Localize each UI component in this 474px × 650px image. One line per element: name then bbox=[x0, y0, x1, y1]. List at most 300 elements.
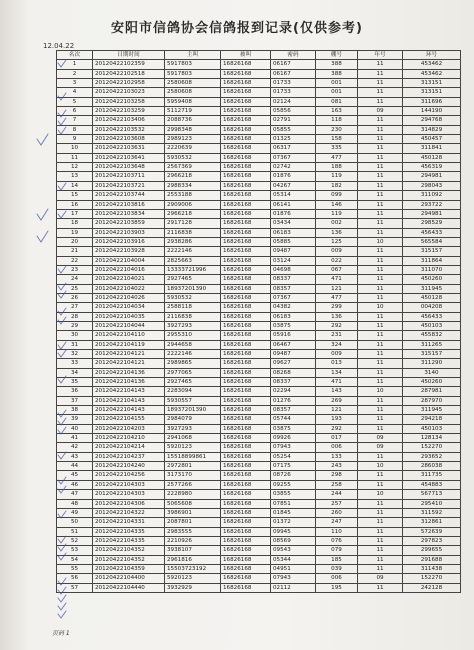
table-cell: 06317 bbox=[271, 144, 316, 153]
table-cell: 01372 bbox=[271, 518, 316, 527]
table-cell: 136 bbox=[316, 228, 358, 237]
table-row bbox=[57, 172, 461, 181]
table-cell: 04382 bbox=[271, 303, 316, 312]
table-row bbox=[57, 256, 461, 265]
table-cell: 260 bbox=[316, 508, 358, 517]
table-cell: 20120422104035 bbox=[93, 312, 165, 321]
table-cell: 08726 bbox=[271, 471, 316, 480]
table-cell: 450103 bbox=[403, 321, 461, 330]
table-cell: 11 bbox=[358, 247, 403, 256]
table-cell: 118 bbox=[316, 116, 358, 125]
table-cell: 2116838 bbox=[165, 312, 221, 321]
table-cell: 11 bbox=[358, 424, 403, 433]
table-cell: 08357 bbox=[271, 284, 316, 293]
table-cell: 16826168 bbox=[221, 340, 271, 349]
table-cell: 16826168 bbox=[221, 368, 271, 377]
table-cell: 01733 bbox=[271, 88, 316, 97]
table-cell: 133 bbox=[316, 452, 358, 461]
table-cell: 20120422104240 bbox=[93, 462, 165, 471]
table-cell: 450260 bbox=[403, 275, 461, 284]
table-cell: 11 bbox=[358, 172, 403, 181]
table-cell: 20120422104400 bbox=[93, 574, 165, 583]
table-row bbox=[57, 555, 461, 564]
table-cell: 20120422104303 bbox=[93, 480, 165, 489]
table-cell: 185 bbox=[316, 555, 358, 564]
table-cell: 16826168 bbox=[221, 275, 271, 284]
table-cell: 286038 bbox=[403, 462, 461, 471]
table-cell: 16826168 bbox=[221, 125, 271, 134]
table-cell: 20120422103023 bbox=[93, 88, 165, 97]
table-cell: 450457 bbox=[403, 135, 461, 144]
table-cell: 231 bbox=[316, 331, 358, 340]
table-cell: 16826168 bbox=[221, 88, 271, 97]
table-cell: 5930557 bbox=[165, 396, 221, 405]
table-cell: 2087801 bbox=[165, 518, 221, 527]
table-cell: 11 bbox=[358, 480, 403, 489]
table-cell: 006 bbox=[316, 574, 358, 583]
table-cell: 193 bbox=[316, 415, 358, 424]
table-cell: 20120422104121 bbox=[93, 359, 165, 368]
table-cell: 298 bbox=[316, 471, 358, 480]
table-cell: 2941068 bbox=[165, 434, 221, 443]
table-cell: 5959408 bbox=[165, 97, 221, 106]
table-cell: 02112 bbox=[271, 583, 316, 592]
table-cell: 16826168 bbox=[221, 107, 271, 116]
table-row bbox=[57, 518, 461, 527]
table-cell: 16826168 bbox=[221, 462, 271, 471]
table-cell: 20120422104136 bbox=[93, 378, 165, 387]
table-cell: 06167 bbox=[271, 60, 316, 69]
table-cell: 2580608 bbox=[165, 88, 221, 97]
table-cell: 11 bbox=[358, 88, 403, 97]
table-cell: 20120422103608 bbox=[93, 135, 165, 144]
table-cell: 11 bbox=[358, 406, 403, 415]
table-cell: 09543 bbox=[271, 546, 316, 555]
table-cell: 11 bbox=[358, 256, 403, 265]
table-cell: 20120422103916 bbox=[93, 237, 165, 246]
table-cell: 32 bbox=[57, 350, 93, 359]
table-cell: 20120422103648 bbox=[93, 163, 165, 172]
table-cell: 03875 bbox=[271, 321, 316, 330]
table-cell: 2222146 bbox=[165, 350, 221, 359]
table-cell: 20120422104214 bbox=[93, 443, 165, 452]
table-cell: 20120422102518 bbox=[93, 69, 165, 78]
table-cell: 009 bbox=[316, 247, 358, 256]
table-cell: 11 bbox=[358, 79, 403, 88]
table-cell: 311841 bbox=[403, 144, 461, 153]
table-cell: 04951 bbox=[271, 564, 316, 573]
table-cell: 5920123 bbox=[165, 443, 221, 452]
table-cell: 136 bbox=[316, 312, 358, 321]
table-row bbox=[57, 406, 461, 415]
table-cell: 09 bbox=[358, 434, 403, 443]
table-cell: 7 bbox=[57, 116, 93, 125]
table-cell: 3938107 bbox=[165, 546, 221, 555]
table-cell: 11 bbox=[358, 555, 403, 564]
table-cell: 244 bbox=[316, 490, 358, 499]
table-cell: 05885 bbox=[271, 237, 316, 246]
table-cell: 16826168 bbox=[221, 480, 271, 489]
table-cell: 311945 bbox=[403, 284, 461, 293]
table-cell: 134 bbox=[316, 368, 358, 377]
table-cell: 02791 bbox=[271, 116, 316, 125]
table-cell: 01876 bbox=[271, 172, 316, 181]
table-row bbox=[57, 181, 461, 190]
table-cell: 20120422104110 bbox=[93, 331, 165, 340]
table-cell: 313151 bbox=[403, 79, 461, 88]
table-cell: 144190 bbox=[403, 107, 461, 116]
table-cell: 20120422103711 bbox=[93, 172, 165, 181]
column-header: 棚号 bbox=[316, 51, 358, 60]
table-cell: 11 bbox=[358, 359, 403, 368]
table-cell: 5112719 bbox=[165, 107, 221, 116]
table-cell: 16826168 bbox=[221, 303, 271, 312]
table-cell: 11 bbox=[358, 97, 403, 106]
table-cell: 11 bbox=[358, 163, 403, 172]
table-cell: 039 bbox=[316, 564, 358, 573]
table-cell: 311290 bbox=[403, 359, 461, 368]
table-cell: 079 bbox=[316, 546, 358, 555]
records-table bbox=[56, 50, 461, 593]
table-cell: 20120422104440 bbox=[93, 583, 165, 592]
table-cell: 11 bbox=[358, 209, 403, 218]
table-cell: 2998348 bbox=[165, 125, 221, 134]
column-header: 日期时间 bbox=[93, 51, 165, 60]
table-cell: 119 bbox=[316, 209, 358, 218]
table-cell: 16826168 bbox=[221, 452, 271, 461]
table-cell: 11 bbox=[358, 60, 403, 69]
table-cell: 2961816 bbox=[165, 555, 221, 564]
table-cell: 16826168 bbox=[221, 97, 271, 106]
table-cell: 20 bbox=[57, 237, 93, 246]
table-cell: 20120422103859 bbox=[93, 219, 165, 228]
table-cell: 35 bbox=[57, 378, 93, 387]
table-row bbox=[57, 527, 461, 536]
table-cell: 076 bbox=[316, 536, 358, 545]
table-cell: 13333721996 bbox=[165, 265, 221, 274]
table-cell: 2984079 bbox=[165, 415, 221, 424]
table-cell: 16826168 bbox=[221, 396, 271, 405]
table-cell: 5930532 bbox=[165, 293, 221, 302]
table-cell: 07175 bbox=[271, 462, 316, 471]
table-cell: 08337 bbox=[271, 378, 316, 387]
table-cell: 07851 bbox=[271, 499, 316, 508]
table-cell: 01876 bbox=[271, 209, 316, 218]
table-row bbox=[57, 97, 461, 106]
table-cell: 269 bbox=[316, 396, 358, 405]
table-row bbox=[57, 135, 461, 144]
table-cell: 295410 bbox=[403, 499, 461, 508]
table-cell: 001 bbox=[316, 79, 358, 88]
table-cell: 2917128 bbox=[165, 219, 221, 228]
table-cell: 37 bbox=[57, 396, 93, 405]
table-cell: 53 bbox=[57, 546, 93, 555]
table-cell: 16826168 bbox=[221, 237, 271, 246]
table-cell: 16826168 bbox=[221, 536, 271, 545]
table-cell: 20120422104021 bbox=[93, 275, 165, 284]
table-cell: 11 bbox=[358, 135, 403, 144]
table-cell: 293722 bbox=[403, 200, 461, 209]
table-cell: 311696 bbox=[403, 97, 461, 106]
table-cell: 11 bbox=[358, 69, 403, 78]
table-cell: 20120422103816 bbox=[93, 200, 165, 209]
table-cell: 2927465 bbox=[165, 275, 221, 284]
table-cell: 002 bbox=[316, 219, 358, 228]
table-cell: 16826168 bbox=[221, 583, 271, 592]
table-row bbox=[57, 88, 461, 97]
table-row bbox=[57, 443, 461, 452]
table-cell: 39 bbox=[57, 415, 93, 424]
table-cell: 143 bbox=[316, 387, 358, 396]
table-cell: 335 bbox=[316, 144, 358, 153]
table-cell: 11 bbox=[358, 536, 403, 545]
table-cell: 07943 bbox=[271, 443, 316, 452]
table-row bbox=[57, 219, 461, 228]
table-cell: 11 bbox=[358, 564, 403, 573]
table-cell: 5065608 bbox=[165, 499, 221, 508]
table-cell: 11 bbox=[358, 331, 403, 340]
table-cell: 009 bbox=[316, 350, 358, 359]
table-cell: 16826168 bbox=[221, 564, 271, 573]
table-row bbox=[57, 247, 461, 256]
table-row bbox=[57, 116, 461, 125]
table-row bbox=[57, 546, 461, 555]
column-header: 年号 bbox=[358, 51, 403, 60]
table-cell: 067 bbox=[316, 265, 358, 274]
table-cell: 004208 bbox=[403, 303, 461, 312]
table-cell: 311438 bbox=[403, 564, 461, 573]
table-cell: 20120422104136 bbox=[93, 368, 165, 377]
table-row bbox=[57, 163, 461, 172]
table-cell: 11 bbox=[358, 378, 403, 387]
table-cell: 11 bbox=[358, 191, 403, 200]
table-cell: 45 bbox=[57, 471, 93, 480]
table-cell: 05254 bbox=[271, 452, 316, 461]
table-cell: 324 bbox=[316, 340, 358, 349]
table-cell: 16826168 bbox=[221, 424, 271, 433]
table-cell: 2553188 bbox=[165, 191, 221, 200]
table-cell: 3140 bbox=[403, 368, 461, 377]
table-cell: 16826168 bbox=[221, 490, 271, 499]
table-cell: 388 bbox=[316, 60, 358, 69]
table-cell: 311092 bbox=[403, 191, 461, 200]
table-cell: 16826168 bbox=[221, 321, 271, 330]
table-cell: 2977065 bbox=[165, 368, 221, 377]
table-cell: 455832 bbox=[403, 331, 461, 340]
table-row bbox=[57, 480, 461, 489]
table-cell: 16826168 bbox=[221, 60, 271, 69]
table-cell: 311735 bbox=[403, 471, 461, 480]
table-cell: 3986901 bbox=[165, 508, 221, 517]
table-cell: 315157 bbox=[403, 350, 461, 359]
document-title: 安阳市信鸽协会信鸽报到记录(仅供参考) bbox=[111, 21, 363, 36]
table-cell: 34 bbox=[57, 368, 93, 377]
table-cell: 16826168 bbox=[221, 378, 271, 387]
table-cell: 03434 bbox=[271, 219, 316, 228]
table-cell: 2 bbox=[57, 69, 93, 78]
table-cell: 09255 bbox=[271, 480, 316, 489]
table-cell: 2972801 bbox=[165, 462, 221, 471]
table-cell: 20120422104121 bbox=[93, 350, 165, 359]
table-cell: 11 bbox=[358, 340, 403, 349]
table-cell: 24 bbox=[57, 275, 93, 284]
table-cell: 20120422103406 bbox=[93, 116, 165, 125]
table-cell: 03875 bbox=[271, 424, 316, 433]
table-cell: 471 bbox=[316, 378, 358, 387]
table-cell: 20120422103721 bbox=[93, 181, 165, 190]
table-cell: 450260 bbox=[403, 378, 461, 387]
table-cell: 16826168 bbox=[221, 406, 271, 415]
table-cell: 110 bbox=[316, 527, 358, 536]
table-cell: 20120422104303 bbox=[93, 490, 165, 499]
table-cell: 20120422104335 bbox=[93, 527, 165, 536]
table-cell: 2989123 bbox=[165, 135, 221, 144]
table-cell: 2220639 bbox=[165, 144, 221, 153]
table-cell: 182 bbox=[316, 181, 358, 190]
table-cell: 05744 bbox=[271, 415, 316, 424]
table-row bbox=[57, 275, 461, 284]
table-cell: 06467 bbox=[271, 340, 316, 349]
table-cell: 16826168 bbox=[221, 508, 271, 517]
table-cell: 16826168 bbox=[221, 144, 271, 153]
table-cell: 2222146 bbox=[165, 247, 221, 256]
table-cell: 2938286 bbox=[165, 237, 221, 246]
table-cell: 311070 bbox=[403, 265, 461, 274]
table-cell: 11 bbox=[358, 396, 403, 405]
table-cell: 11 bbox=[358, 293, 403, 302]
table-cell: 20120422102359 bbox=[93, 60, 165, 69]
table-cell: 16826168 bbox=[221, 415, 271, 424]
table-cell: 43 bbox=[57, 452, 93, 461]
table-header-row bbox=[57, 51, 461, 60]
table-cell: 10 bbox=[358, 462, 403, 471]
table-row bbox=[57, 144, 461, 153]
table-cell: 50 bbox=[57, 518, 93, 527]
table-row bbox=[57, 321, 461, 330]
table-cell: 16826168 bbox=[221, 350, 271, 359]
table-row bbox=[57, 434, 461, 443]
table-cell: 08569 bbox=[271, 536, 316, 545]
table-cell: 20120422104331 bbox=[93, 518, 165, 527]
table-cell: 5 bbox=[57, 97, 93, 106]
table-cell: 11 bbox=[358, 181, 403, 190]
table-cell: 195 bbox=[316, 583, 358, 592]
table-cell: 16826168 bbox=[221, 265, 271, 274]
table-cell: 2567369 bbox=[165, 163, 221, 172]
column-header: 环号 bbox=[403, 51, 461, 60]
table-cell: 40 bbox=[57, 424, 93, 433]
table-cell: 298529 bbox=[403, 219, 461, 228]
table-cell: 18 bbox=[57, 219, 93, 228]
table-cell: 11 bbox=[358, 518, 403, 527]
table-cell: 09 bbox=[358, 443, 403, 452]
table-cell: 294768 bbox=[403, 116, 461, 125]
table-row bbox=[57, 424, 461, 433]
table-cell: 46 bbox=[57, 480, 93, 489]
table-cell: 11 bbox=[358, 228, 403, 237]
table-cell: 20120422102958 bbox=[93, 79, 165, 88]
table-cell: 11 bbox=[358, 546, 403, 555]
table-cell: 128134 bbox=[403, 434, 461, 443]
table-cell: 2944658 bbox=[165, 340, 221, 349]
table-cell: 5917803 bbox=[165, 60, 221, 69]
table-cell: 15518899861 bbox=[165, 452, 221, 461]
table-cell: 20120422104335 bbox=[93, 536, 165, 545]
table-cell: 2966218 bbox=[165, 209, 221, 218]
table-cell: 20120422104322 bbox=[93, 508, 165, 517]
table-cell: 44 bbox=[57, 462, 93, 471]
table-cell: 15503723192 bbox=[165, 564, 221, 573]
table-cell: 02124 bbox=[271, 97, 316, 106]
table-cell: 20120422104119 bbox=[93, 340, 165, 349]
report-date: 12.04.22 bbox=[43, 42, 75, 50]
table-cell: 05314 bbox=[271, 191, 316, 200]
table-cell: 022 bbox=[316, 256, 358, 265]
table-cell: 41 bbox=[57, 434, 93, 443]
table-cell: 56 bbox=[57, 574, 93, 583]
table-cell: 287981 bbox=[403, 387, 461, 396]
table-cell: 16826168 bbox=[221, 172, 271, 181]
table-cell: 09487 bbox=[271, 247, 316, 256]
table-cell: 230 bbox=[316, 125, 358, 134]
table-cell: 013 bbox=[316, 359, 358, 368]
table-cell: 52 bbox=[57, 536, 93, 545]
table-cell: 121 bbox=[316, 284, 358, 293]
table-cell: 311945 bbox=[403, 406, 461, 415]
table-cell: 292 bbox=[316, 321, 358, 330]
table-row bbox=[57, 471, 461, 480]
table-row bbox=[57, 331, 461, 340]
table-cell: 16826168 bbox=[221, 527, 271, 536]
table-cell: 30 bbox=[57, 331, 93, 340]
table-row bbox=[57, 583, 461, 592]
table-row bbox=[57, 387, 461, 396]
table-row bbox=[57, 107, 461, 116]
table-cell: 05344 bbox=[271, 555, 316, 564]
table-cell: 20120422104359 bbox=[93, 564, 165, 573]
table-cell: 2580608 bbox=[165, 79, 221, 88]
table-cell: 2988334 bbox=[165, 181, 221, 190]
table-cell: 54 bbox=[57, 555, 93, 564]
table-cell: 456433 bbox=[403, 228, 461, 237]
table-cell: 26 bbox=[57, 293, 93, 302]
table-row bbox=[57, 312, 461, 321]
table-cell: 2088736 bbox=[165, 116, 221, 125]
table-cell: 299655 bbox=[403, 546, 461, 555]
table-row bbox=[57, 79, 461, 88]
table-cell: 11 bbox=[358, 116, 403, 125]
table-cell: 16826168 bbox=[221, 153, 271, 162]
table-cell: 11 bbox=[358, 144, 403, 153]
table-row bbox=[57, 490, 461, 499]
table-cell: 20120422104022 bbox=[93, 284, 165, 293]
table-row bbox=[57, 508, 461, 517]
table-cell: 05855 bbox=[271, 125, 316, 134]
table-cell: 152270 bbox=[403, 574, 461, 583]
table-cell: 20120422103258 bbox=[93, 97, 165, 106]
table-cell: 20120422104143 bbox=[93, 387, 165, 396]
table-cell: 16 bbox=[57, 200, 93, 209]
table-row bbox=[57, 378, 461, 387]
table-cell: 11 bbox=[358, 265, 403, 274]
table-cell: 572639 bbox=[403, 527, 461, 536]
table-cell: 27 bbox=[57, 303, 93, 312]
table-cell: 294981 bbox=[403, 209, 461, 218]
table-row bbox=[57, 228, 461, 237]
column-header: 主叫 bbox=[165, 51, 221, 60]
table-cell: 16826168 bbox=[221, 359, 271, 368]
table-cell: 10 bbox=[358, 490, 403, 499]
